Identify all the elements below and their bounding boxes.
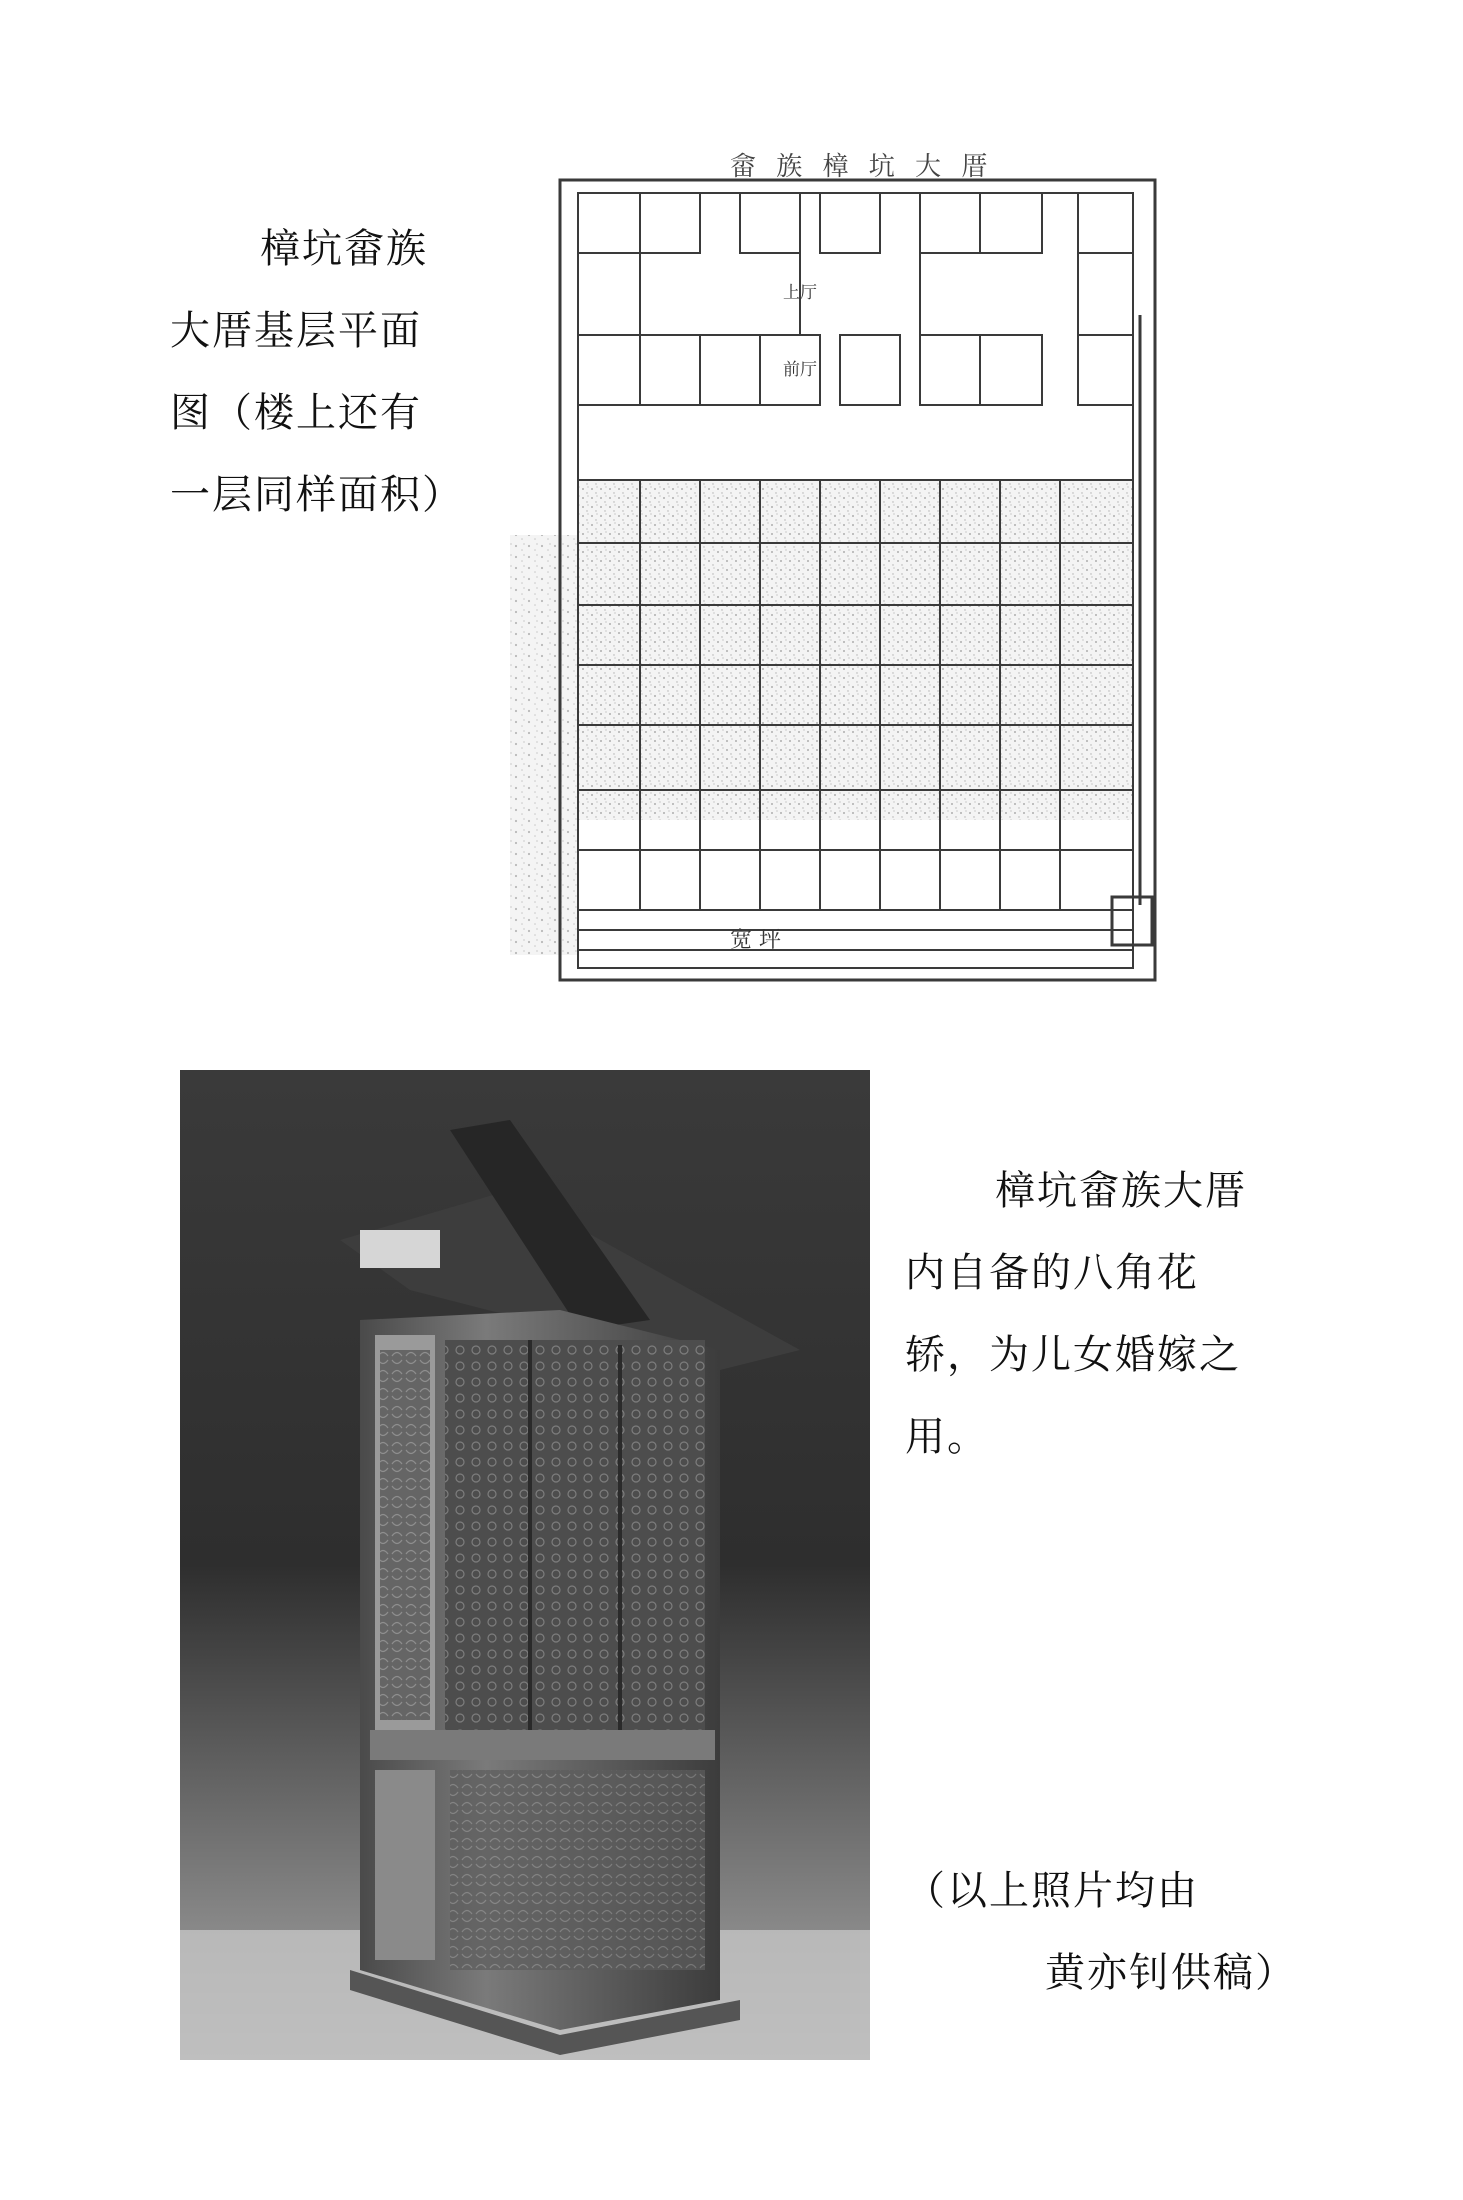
plan-label-front-hall: 前厅 [783, 360, 817, 380]
photo-credit-line-2: 黄亦钊供稿） [1045, 1950, 1297, 1996]
sedan-caption-line-3: 轿，为儿女婚嫁之 [905, 1332, 1241, 1378]
plan-top-rooms [578, 193, 1133, 480]
sedan-chair-photo [180, 1070, 870, 2060]
sedan-chair-image [180, 1070, 870, 2060]
plan-caption [170, 208, 464, 536]
plan-shaded-area [578, 480, 1133, 820]
sedan-lower-panels [450, 1770, 705, 1970]
plan-label-courtyard: 宽 坪 [730, 928, 781, 953]
plan-title: 畲 族 樟 坑 大 厝 [730, 152, 994, 182]
sedan-front-panels [445, 1340, 705, 1730]
sedan-side-carving [380, 1350, 430, 1720]
sedan-roof-bracket [360, 1230, 440, 1268]
plan-caption-line-4: 一层同样面积） [170, 472, 464, 518]
sedan-lower-side [375, 1770, 435, 1960]
photo-credit [905, 1850, 1305, 2014]
plan-side-shading [510, 535, 578, 955]
photo-credit-line-1: （以上照片均由 [905, 1868, 1199, 1914]
sedan-waist-rail [370, 1730, 715, 1760]
plan-label-upper-hall: 上厅 [783, 283, 817, 303]
sedan-caption-line-2: 内自备的八角花 [905, 1250, 1199, 1296]
floor-plan-figure [500, 135, 1220, 1015]
floor-plan-drawing [500, 135, 1220, 1015]
sedan-caption-line-4: 用。 [905, 1414, 989, 1460]
plan-caption-line-2: 大厝基层平面 [170, 308, 422, 354]
sedan-caption [905, 1150, 1265, 1478]
sedan-caption-line-1: 樟坑畲族大厝 [995, 1168, 1247, 1214]
plan-caption-line-1: 樟坑畲族 [260, 226, 428, 272]
plan-caption-line-3: 图（楼上还有 [170, 390, 422, 436]
